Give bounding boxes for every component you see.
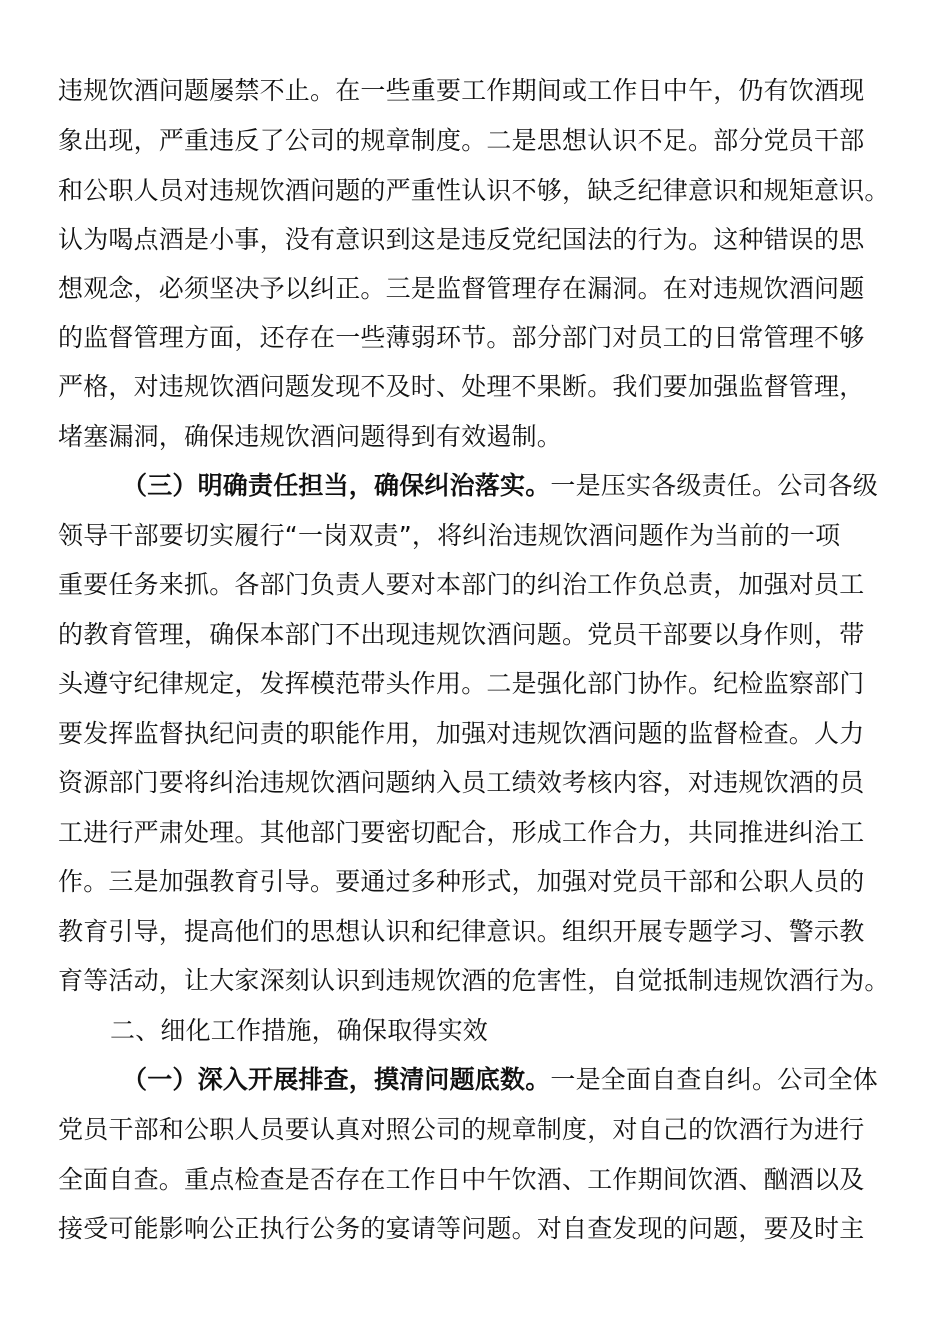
paragraph-line: 教育引导，提高他们的思想认识和纪律意识。组织开展专题学习、警示教 (58, 917, 865, 946)
paragraph-line: 头遵守纪律规定，发挥模范带头作用。二是强化部门协作。纪检监察部门 (58, 669, 865, 698)
paragraph-line: 党员干部和公职人员要认真对照公司的规章制度，对自己的饮酒行为进行 (58, 1115, 865, 1144)
paragraph-line: 严格，对违规饮酒问题发现不及时、处理不果断。我们要加强监督管理， (58, 372, 865, 401)
paragraph-line: 重要任务来抓。各部门负责人要对本部门的纠治工作负总责，加强对员工 (58, 570, 865, 599)
paragraph-line: 作。三是加强教育引导。要通过多种形式，加强对党员干部和公职人员的 (58, 867, 865, 896)
paragraph-line: 全面自查。重点检查是否存在工作日中午饮酒、工作期间饮酒、酗酒以及 (58, 1165, 865, 1194)
paragraph-line: 象出现，严重违反了公司的规章制度。二是思想认识不足。部分党员干部 (58, 126, 865, 155)
section-three-heading: （三）明确责任担当，确保纠治落实。 (122, 471, 551, 500)
paragraph-line: 育等活动，让大家深刻认识到违规饮酒的危害性，自觉抵制违规饮酒行为。 (58, 966, 890, 995)
paragraph-line: 违规饮酒问题屡禁不止。在一些重要工作期间或工作日中午，仍有饮酒现 (58, 76, 865, 105)
subsection-one-heading: （一）深入开展排查，摸清问题底数。 (122, 1065, 551, 1094)
subsection-one-first-line (122, 1060, 878, 1100)
subsection-one-text: 一是全面自查自纠。公司全体 (550, 1065, 879, 1094)
paragraph-line: 资源部门要将纠治违规饮酒问题纳入员工绩效考核内容，对违规饮酒的员 (58, 768, 865, 797)
paragraph-line: 要发挥监督执纪问责的职能作用，加强对违规饮酒问题的监督检查。人力 (58, 719, 865, 748)
paragraph-line: 想观念，必须坚决予以纠正。三是监督管理存在漏洞。在对违规饮酒问题 (58, 274, 865, 303)
paragraph-line: 的监督管理方面，还存在一些薄弱环节。部分部门对员工的日常管理不够 (58, 323, 865, 352)
section-three-first-line (122, 466, 878, 506)
paragraph-line: 工进行严肃处理。其他部门要密切配合，形成工作合力，共同推进纠治工 (58, 818, 865, 847)
paragraph-line: 和公职人员对违规饮酒问题的严重性认识不够，缺乏纪律意识和规矩意识。 (58, 176, 890, 205)
paragraph-line: 接受可能影响公正执行公务的宴请等问题。对自查发现的问题，要及时主 (58, 1214, 865, 1243)
paragraph-line: 的教育管理，确保本部门不出现违规饮酒问题。党员干部要以身作则，带 (58, 620, 865, 649)
paragraph-line: 堵塞漏洞，确保违规饮酒问题得到有效遏制。 (58, 422, 563, 451)
paragraph-line: 领导干部要切实履行“一岗双责”，将纠治违规饮酒问题作为当前的一项 (58, 521, 841, 550)
paragraph-line: 认为喝点酒是小事，没有意识到这是违反党纪国法的行为。这种错误的思 (58, 225, 865, 254)
section-three-text: 一是压实各级责任。公司各级 (550, 471, 879, 500)
section-two-heading: 二、细化工作措施，确保取得实效 (110, 1016, 489, 1045)
